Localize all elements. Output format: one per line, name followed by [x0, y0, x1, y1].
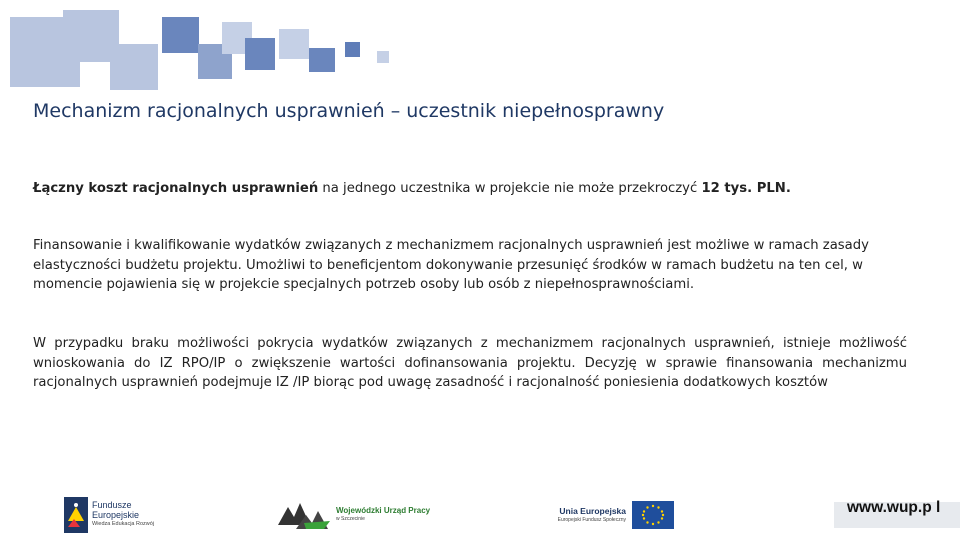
fe-sub: Wiedza Edukacja Rozwój [92, 521, 155, 527]
fe-line1: Fundusze [92, 500, 132, 510]
cost-value: 12 tys. PLN. [701, 181, 791, 196]
deco-square [345, 42, 360, 57]
eu-flag-icon [632, 501, 674, 529]
ue-sub: Europejski Fundusz Społeczny [557, 517, 626, 523]
deco-square [309, 48, 335, 72]
cost-lead: Łączny koszt racjonalnych usprawnień [33, 181, 319, 196]
paragraph-additional-funding: W przypadku braku możliwości pokrycia wydatków związanych z mechanizmem racjonalnych usprawnień, istnieje możliwość wnioskowania do IZ RPO/IP o zwiększenie wartości dofinansowania projektu. Decyzję w sprawie finansowania mechanizmu racjonalnych usprawnień podejmuje IZ /IP biorąc pod uwagę zasadność i racjonalność poniesienia dodatkowych kosztów [33, 336, 907, 390]
logo-fundusze-europejskie [64, 495, 184, 535]
ue-line1: Unia Europejska [559, 506, 626, 516]
slide-title: Mechanizm racjonalnych usprawnień – uczestnik niepełnosprawny [33, 100, 665, 122]
fundusze-europejskie-icon [64, 497, 88, 533]
paragraph-cost-limit [33, 179, 907, 199]
deco-square [110, 44, 158, 90]
deco-square [162, 17, 199, 53]
logo-wup [278, 495, 431, 535]
wup-line1: Wojewódzki Urząd Pracy [336, 506, 431, 515]
deco-square [245, 38, 275, 70]
cost-text: na jednego uczestnika w projekcie nie może przekroczyć [318, 181, 702, 196]
wup-sub: w Szczecinie [336, 516, 365, 522]
fe-line2: Europejskie [92, 509, 140, 520]
paragraph-financing: Finansowanie i kwalifikowanie wydatków związanych z mechanizmem racjonalnych usprawnień jest możliwe w ramach zasady elastyczności budżetu projektu. Umożliwi to beneficjentom dokonywanie przesunięć środków w ramach budżetu na ten cel, w momencie pojawienia się w projekcie specjalnych potrzeb osoby lub osób z niepełnosprawnościami. [33, 238, 869, 292]
website-link[interactable]: www.wup.p l [847, 499, 941, 516]
deco-square [279, 29, 309, 59]
deco-square [377, 51, 389, 63]
wup-mountains-icon [278, 499, 332, 531]
logo-unia-europejska [536, 495, 676, 535]
